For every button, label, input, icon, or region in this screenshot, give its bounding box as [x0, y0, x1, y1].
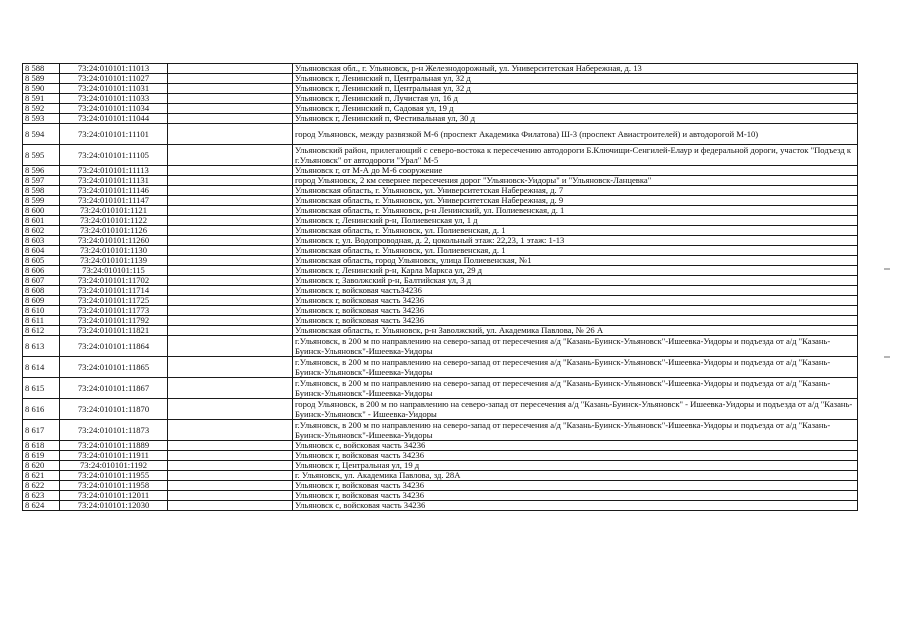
address-cell: Ульяновск г, от М-А до М-6 сооружение	[293, 166, 858, 176]
table-row	[23, 114, 858, 124]
address-cell: Ульяновск г, войсковая часть 34236	[293, 316, 858, 326]
row-number-cell: 8 592	[23, 104, 60, 114]
empty-cell	[168, 276, 293, 286]
empty-cell	[168, 166, 293, 176]
empty-cell	[168, 441, 293, 451]
row-number-cell: 8 611	[23, 316, 60, 326]
row-number-cell: 8 604	[23, 246, 60, 256]
empty-cell	[168, 378, 293, 399]
cadastral-number-cell: 73:24:010101:115	[60, 266, 168, 276]
table-row	[23, 306, 858, 316]
address-cell: Ульяновск г, Ленинский р-н, Карла Маркса ул, 29 д	[293, 266, 858, 276]
table-row	[23, 196, 858, 206]
row-number-cell: 8 597	[23, 176, 60, 186]
row-number-cell: 8 606	[23, 266, 60, 276]
cadastral-number-cell: 73:24:010101:12011	[60, 491, 168, 501]
address-cell: Ульяновск с, войсковая часть 34236	[293, 441, 858, 451]
table-row	[23, 481, 858, 491]
table-row	[23, 378, 858, 399]
empty-cell	[168, 196, 293, 206]
address-cell: Ульяновск г, Центральная ул, 19 д	[293, 461, 858, 471]
address-cell: Ульяновская область, город Ульяновск, улица Полиевенская, №1	[293, 256, 858, 266]
address-cell: Ульяновск г, Ленинский п, Центральная ул, 32 д	[293, 74, 858, 84]
address-cell: город Ульяновск, 2 км севернее пересечения дорог "Ульяновск-Уидоры" и "Ульяновск-Ланцевка"	[293, 176, 858, 186]
cadastral-number-cell: 73:24:010101:11725	[60, 296, 168, 306]
empty-cell	[168, 357, 293, 378]
cadastral-number-cell: 73:24:010101:1130	[60, 246, 168, 256]
table-row	[23, 491, 858, 501]
empty-cell	[168, 216, 293, 226]
row-number-cell: 8 593	[23, 114, 60, 124]
row-number-cell: 8 619	[23, 451, 60, 461]
empty-cell	[168, 94, 293, 104]
cadastral-number-cell: 73:24:010101:11113	[60, 166, 168, 176]
row-number-cell: 8 617	[23, 420, 60, 441]
cadastral-number-cell: 73:24:010101:11870	[60, 399, 168, 420]
table-row	[23, 94, 858, 104]
cadastral-number-cell: 73:24:010101:11101	[60, 124, 168, 145]
empty-cell	[168, 145, 293, 166]
table-row	[23, 84, 858, 94]
empty-cell	[168, 226, 293, 236]
cadastral-number-cell: 73:24:010101:11955	[60, 471, 168, 481]
table-row	[23, 451, 858, 461]
row-number-cell: 8 615	[23, 378, 60, 399]
cadastral-number-cell: 73:24:010101:11865	[60, 357, 168, 378]
empty-cell	[168, 206, 293, 216]
empty-cell	[168, 481, 293, 491]
address-cell: Ульяновская область, г. Ульяновск, ул. Полиевенская, д. 1	[293, 246, 858, 256]
address-cell: город Ульяновск, в 200 м по направлению на северо-запад от пересечения а/д "Казань-Буинск-Ульяновск" - Ишеевка-Уидоры и подъезда от а/д "Казань-Буинск-Ульяновск" - Ишеевка-Уидоры	[293, 399, 858, 420]
address-cell: г.Ульяновск, в 200 м по направлению на северо-запад от пересечения а/д "Казань-Буинск-Ульяновск"-Ишеевка-Уидоры и подъезда от а/д "Казань-Буинск-Ульяновск"-Ишеевка-Уидоры	[293, 357, 858, 378]
row-number-cell: 8 616	[23, 399, 60, 420]
empty-cell	[168, 471, 293, 481]
row-number-cell: 8 621	[23, 471, 60, 481]
table-row	[23, 501, 858, 511]
table-row	[23, 461, 858, 471]
table-row	[23, 357, 858, 378]
table-row	[23, 176, 858, 186]
registry-sheet	[22, 63, 858, 511]
empty-cell	[168, 336, 293, 357]
empty-cell	[168, 236, 293, 246]
registry-table-body	[23, 64, 858, 511]
cadastral-number-cell: 73:24:010101:11131	[60, 176, 168, 186]
cadastral-number-cell: 73:24:010101:11033	[60, 94, 168, 104]
cadastral-number-cell: 73:24:010101:11105	[60, 145, 168, 166]
table-row	[23, 64, 858, 74]
address-cell: г.Ульяновск, в 200 м по направлению на северо-запад от пересечения а/д "Казань-Буинск-Ульяновск"-Ишеевка-Уидоры и подъезда от а/д "Казань-Буинск-Ульяновск"-Ишеевка-Уидоры	[293, 420, 858, 441]
cadastral-number-cell: 73:24:010101:11147	[60, 196, 168, 206]
row-number-cell: 8 605	[23, 256, 60, 266]
table-row	[23, 296, 858, 306]
table-row	[23, 145, 858, 166]
table-row	[23, 420, 858, 441]
cadastral-registry-table	[22, 63, 858, 511]
address-cell: Ульяновск с, войсковая часть 34236	[293, 501, 858, 511]
address-cell: Ульяновская область, г. Ульяновск, р-н Ленинский, ул. Полиевенская, д. 1	[293, 206, 858, 216]
cadastral-number-cell: 73:24:010101:11027	[60, 74, 168, 84]
address-cell: Ульяновская область, г. Ульяновск, ул. Университетская Набережная, д. 9	[293, 196, 858, 206]
row-number-cell: 8 612	[23, 326, 60, 336]
row-number-cell: 8 600	[23, 206, 60, 216]
cadastral-number-cell: 73:24:010101:11873	[60, 420, 168, 441]
empty-cell	[168, 256, 293, 266]
cadastral-number-cell: 73:24:010101:11773	[60, 306, 168, 316]
cadastral-number-cell: 73:24:010101:11958	[60, 481, 168, 491]
table-row	[23, 186, 858, 196]
address-cell: Ульяновск г, Ленинский п, Садовая ул, 19 д	[293, 104, 858, 114]
table-row	[23, 74, 858, 84]
scan-artifact-mark	[884, 268, 890, 270]
table-row	[23, 166, 858, 176]
empty-cell	[168, 306, 293, 316]
row-number-cell: 8 603	[23, 236, 60, 246]
cadastral-number-cell: 73:24:010101:11714	[60, 286, 168, 296]
row-number-cell: 8 598	[23, 186, 60, 196]
cadastral-number-cell: 73:24:010101:11031	[60, 84, 168, 94]
address-cell: Ульяновский район, прилегающий с северо-востока к пересечению автодороги Б.Ключищи-Сенгилей-Елаур и федеральной дороги, участок "Подъезд к г.Ульяновск" от автодороги "Урал" М-5	[293, 145, 858, 166]
row-number-cell: 8 618	[23, 441, 60, 451]
table-row	[23, 206, 858, 216]
table-row	[23, 216, 858, 226]
address-cell: Ульяновск г, Ленинский п, Центральная ул, 32 д	[293, 84, 858, 94]
empty-cell	[168, 326, 293, 336]
address-cell: Ульяновск г, войсковая часть 34236	[293, 296, 858, 306]
row-number-cell: 8 613	[23, 336, 60, 357]
empty-cell	[168, 461, 293, 471]
empty-cell	[168, 296, 293, 306]
row-number-cell: 8 623	[23, 491, 60, 501]
empty-cell	[168, 64, 293, 74]
empty-cell	[168, 286, 293, 296]
table-row	[23, 266, 858, 276]
address-cell: Ульяновск г, войсковая часть34236	[293, 286, 858, 296]
cadastral-number-cell: 73:24:010101:11044	[60, 114, 168, 124]
cadastral-number-cell: 73:24:010101:11889	[60, 441, 168, 451]
cadastral-number-cell: 73:24:010101:11260	[60, 236, 168, 246]
table-row	[23, 276, 858, 286]
address-cell: Ульяновская область, г. Ульяновск, р-н Заволжский, ул. Академика Павлова, № 26 А	[293, 326, 858, 336]
cadastral-number-cell: 73:24:010101:1126	[60, 226, 168, 236]
row-number-cell: 8 595	[23, 145, 60, 166]
address-cell: г. Ульяновск, ул. Академика Павлова, зд. 28А	[293, 471, 858, 481]
table-row	[23, 124, 858, 145]
address-cell: Ульяновская область, г. Ульяновск, ул. Университетская Набережная, д. 7	[293, 186, 858, 196]
row-number-cell: 8 624	[23, 501, 60, 511]
address-cell: Ульяновск г, войсковая часть 34236	[293, 491, 858, 501]
empty-cell	[168, 316, 293, 326]
address-cell: г.Ульяновск, в 200 м по направлению на северо-запад от пересечения а/д "Казань-Буинск-Ульяновск"-Ишеевка-Уидоры и подъезда от а/д "Казань-Буинск-Ульяновск"-Ишеевка-Уидоры	[293, 378, 858, 399]
cadastral-number-cell: 73:24:010101:12030	[60, 501, 168, 511]
table-row	[23, 104, 858, 114]
empty-cell	[168, 420, 293, 441]
address-cell: Ульяновская обл., г. Ульяновск, р-н Железнодорожный, ул. Университетская Набережная, д. 13	[293, 64, 858, 74]
address-cell: Ульяновск г, Ленинский п, Лучистая ул, 16 д	[293, 94, 858, 104]
row-number-cell: 8 589	[23, 74, 60, 84]
cadastral-number-cell: 73:24:010101:1121	[60, 206, 168, 216]
row-number-cell: 8 607	[23, 276, 60, 286]
empty-cell	[168, 176, 293, 186]
empty-cell	[168, 74, 293, 84]
cadastral-number-cell: 73:24:010101:1192	[60, 461, 168, 471]
empty-cell	[168, 451, 293, 461]
cadastral-number-cell: 73:24:010101:11013	[60, 64, 168, 74]
address-cell: г.Ульяновск, в 200 м по направлению на северо-запад от пересечения а/д "Казань-Буинск-Ульяновск"-Ишеевка-Уидоры и подъезда от а/д "Казань-Буинск-Ульяновск"-Ишеевка-Уидоры	[293, 336, 858, 357]
row-number-cell: 8 602	[23, 226, 60, 236]
empty-cell	[168, 84, 293, 94]
address-cell: Ульяновск г, ул. Водопроводная, д. 2, цокольный этаж: 22,23, 1 этаж: 1-13	[293, 236, 858, 246]
empty-cell	[168, 399, 293, 420]
row-number-cell: 8 588	[23, 64, 60, 74]
cadastral-number-cell: 73:24:010101:11911	[60, 451, 168, 461]
address-cell: Ульяновск г, войсковая часть 34236	[293, 481, 858, 491]
table-row	[23, 226, 858, 236]
address-cell: Ульяновская область, г. Ульяновск, ул. Полиевенская, д. 1	[293, 226, 858, 236]
cadastral-number-cell: 73:24:010101:11867	[60, 378, 168, 399]
empty-cell	[168, 501, 293, 511]
empty-cell	[168, 124, 293, 145]
empty-cell	[168, 104, 293, 114]
row-number-cell: 8 622	[23, 481, 60, 491]
cadastral-number-cell: 73:24:010101:11792	[60, 316, 168, 326]
row-number-cell: 8 601	[23, 216, 60, 226]
table-row	[23, 256, 858, 266]
empty-cell	[168, 266, 293, 276]
address-cell: Ульяновск г, войсковая часть 34236	[293, 451, 858, 461]
table-row	[23, 336, 858, 357]
address-cell: Ульяновск г, Ленинский р-н, Полиевенская ул, 1 д	[293, 216, 858, 226]
cadastral-number-cell: 73:24:010101:11034	[60, 104, 168, 114]
address-cell: Ульяновск г, войсковая часть 34236	[293, 306, 858, 316]
empty-cell	[168, 114, 293, 124]
row-number-cell: 8 614	[23, 357, 60, 378]
cadastral-number-cell: 73:24:010101:11821	[60, 326, 168, 336]
table-row	[23, 316, 858, 326]
cadastral-number-cell: 73:24:010101:1122	[60, 216, 168, 226]
table-row	[23, 236, 858, 246]
table-row	[23, 471, 858, 481]
row-number-cell: 8 591	[23, 94, 60, 104]
address-cell: город Ульяновск, между развязкой М-6 (проспект Академика Филатова) Ш-3 (проспект Авиастроителей) и автодорогой М-10)	[293, 124, 858, 145]
cadastral-number-cell: 73:24:010101:11702	[60, 276, 168, 286]
table-row	[23, 441, 858, 451]
row-number-cell: 8 620	[23, 461, 60, 471]
empty-cell	[168, 186, 293, 196]
row-number-cell: 8 608	[23, 286, 60, 296]
table-row	[23, 399, 858, 420]
row-number-cell: 8 609	[23, 296, 60, 306]
row-number-cell: 8 596	[23, 166, 60, 176]
cadastral-number-cell: 73:24:010101:11146	[60, 186, 168, 196]
row-number-cell: 8 599	[23, 196, 60, 206]
row-number-cell: 8 610	[23, 306, 60, 316]
scan-artifact-mark	[884, 356, 890, 358]
empty-cell	[168, 246, 293, 256]
empty-cell	[168, 491, 293, 501]
cadastral-number-cell: 73:24:010101:1139	[60, 256, 168, 266]
row-number-cell: 8 590	[23, 84, 60, 94]
table-row	[23, 286, 858, 296]
cadastral-number-cell: 73:24:010101:11864	[60, 336, 168, 357]
table-row	[23, 246, 858, 256]
address-cell: Ульяновск г, Ленинский п, Фестивальная ул, 30 д	[293, 114, 858, 124]
row-number-cell: 8 594	[23, 124, 60, 145]
table-row	[23, 326, 858, 336]
address-cell: Ульяновск г, Заволжский р-н, Балтийская ул, 3 д	[293, 276, 858, 286]
